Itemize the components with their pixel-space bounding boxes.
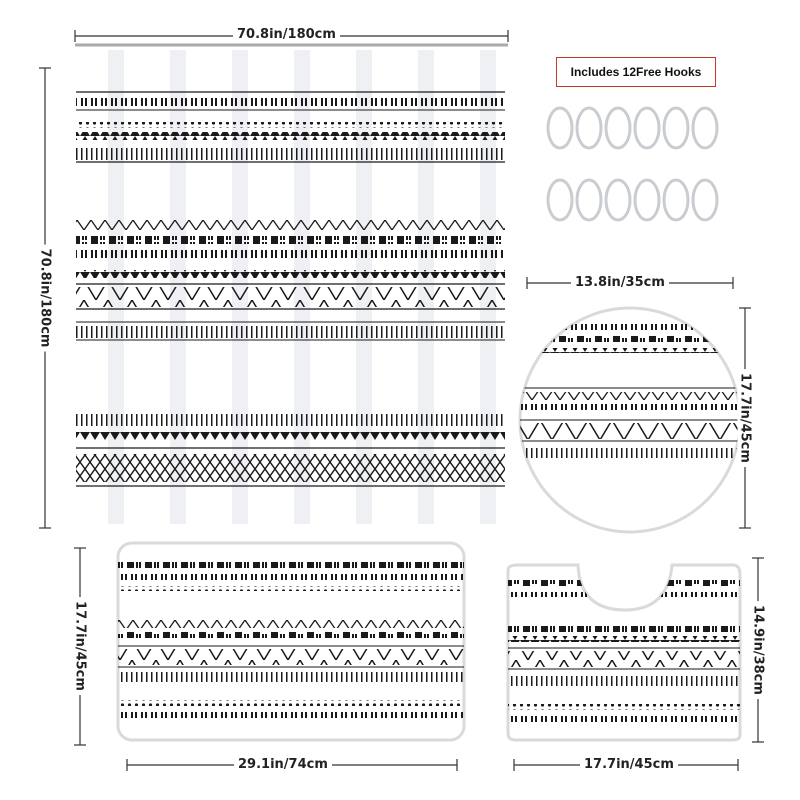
lid-cover-height-label: 17.7in/45cm (738, 369, 753, 467)
bath-mat-width-label: 29.1in/74cm (234, 757, 332, 772)
bath-mat-height-label: 17.7in/45cm (73, 597, 88, 695)
contour-mat (508, 565, 740, 740)
curtain-height-label: 70.8in/180cm (38, 245, 53, 352)
hook-rings (548, 108, 717, 220)
curtain-pattern-top (76, 92, 505, 162)
lid-cover-width-label: 13.8in/35cm (571, 275, 669, 290)
contour-mat-height-label: 14.9in/38cm (751, 601, 766, 699)
lid-cover (520, 308, 740, 532)
curtain-width-label: 70.8in/180cm (233, 27, 340, 42)
contour-mat-width-label: 17.7in/45cm (580, 757, 678, 772)
bath-mat (118, 543, 464, 740)
hooks-badge: Includes 12Free Hooks (556, 57, 716, 87)
shower-curtain (72, 45, 508, 524)
